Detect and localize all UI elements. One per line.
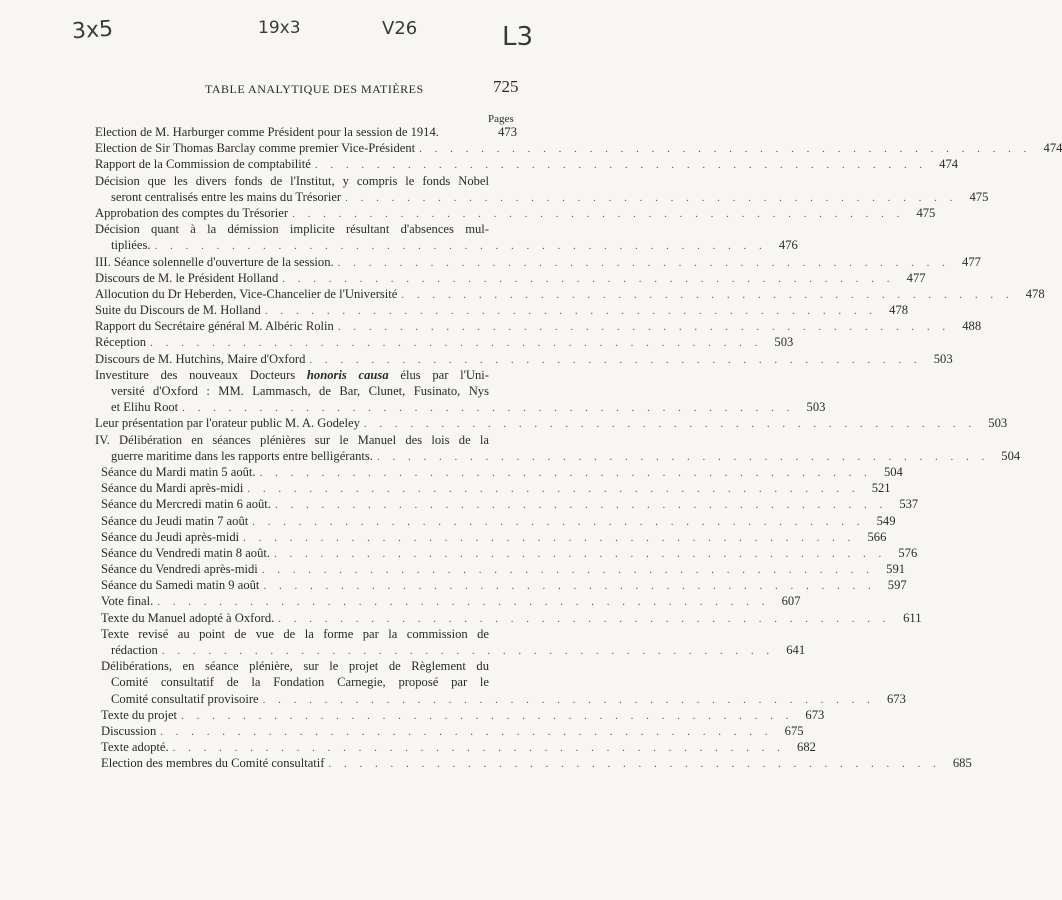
toc-entry-page: 673 <box>886 691 906 706</box>
toc-entry <box>95 691 906 707</box>
toc-entry-page: 503 <box>988 416 1008 431</box>
toc-entry <box>95 529 887 545</box>
toc-entry-text: Discours de M. Hutchins, Maire d'Oxford <box>95 351 306 366</box>
handwritten-code: L3 <box>502 22 534 52</box>
running-title: TABLE ANALYTIQUE DES MATIÈRES <box>205 82 424 96</box>
toc-entry <box>95 496 919 512</box>
toc-entry <box>95 674 517 690</box>
toc-entry-text: rédaction <box>111 643 158 657</box>
leader-dots: . . . . . . . . . . . . . . . . . . . . . . . . . . . . . . . . . . . . . . . . <box>161 645 775 657</box>
toc-entry-page: 488 <box>962 319 982 334</box>
toc-entry <box>95 448 1021 464</box>
toc-entry-text: Délibérations, en séance plénière, sur le projet de Règlement du <box>101 659 489 674</box>
leader-dots: . . . . . . . . . . . . . . . . . . . . . . . . . . . . . . . . . . . . . . . . <box>252 515 865 528</box>
toc-entry-page: 478 <box>889 303 909 318</box>
toc-entry <box>95 367 517 383</box>
toc-entry-text: Séance du Samedi matin 9 août <box>101 578 260 593</box>
leader-dots: . . . . . . . . . . . . . . . . . . . . . . . . . . . . . . . . . . . . . . . . <box>337 256 950 269</box>
toc-entry <box>95 577 907 593</box>
toc-entry-page: 476 <box>778 238 798 253</box>
toc-entry-page: 682 <box>797 740 816 755</box>
leader-dots: . . . . . . . . . . . . . . . . . . . . . . . . . . . . . . . . . . . . . . . . <box>363 418 977 431</box>
toc-entry-page: 474 <box>939 157 959 172</box>
toc-entry-page: 503 <box>933 351 953 366</box>
leader-dots: . . . . . . . . . . . . . . . . . . . . . . . . . . . . . . . . . . . . . . . . <box>160 725 773 738</box>
toc-entry-text: Texte revisé au point de vue de la forme par la commission de <box>101 626 489 641</box>
toc-entry-text: Leur présentation par l'orateur public M. A. Godeley <box>95 416 360 431</box>
leader-dots: . . . . . . . . . . . . . . . . . . . . . . . . . . . . . . . . . . . . . . . . <box>345 191 958 204</box>
leader-dots: . . . . . . . . . . . . . . . . . . . . . . . . . . . . . . . . . . . . . . . . <box>157 596 770 609</box>
toc-entry-text: Approbation des comptes du Trésorier <box>95 205 289 220</box>
leader-dots: . . . . . . . . . . . . . . . . . . . . . . . . . . . . . . . . . . . . . . . . <box>261 564 875 577</box>
toc-entry-page: 673 <box>805 707 825 722</box>
toc-entry-text: III. Séance solennelle d'ouverture de la session. <box>95 254 334 269</box>
toc-entry-page: 477 <box>906 270 926 285</box>
toc-entry-page: 478 <box>1025 286 1045 301</box>
leader-dots: . . . . . . . . . . . . . . . . . . . . . . . . . . . . . . . . . . . . . . . . <box>172 742 785 755</box>
toc-entry <box>95 254 981 270</box>
toc-entry-text: Séance du Vendredi après-midi <box>101 562 258 577</box>
toc-entry-text: Texte du Manuel adopté à Oxford. <box>101 610 275 625</box>
toc-entry <box>95 464 903 480</box>
toc-entry <box>95 399 826 415</box>
toc-entry-page: 473 <box>498 125 517 139</box>
toc-entry <box>95 545 918 561</box>
toc-entry-text: Election de Sir Thomas Barclay comme premier Vice-Président <box>95 141 416 156</box>
toc-entry <box>95 415 1008 431</box>
leader-dots: . . . . . . . . . . . . . . . . . . . . . . . . . . . . . . . . . . . . . . . . <box>419 143 1032 156</box>
toc-entry-page: 685 <box>952 756 972 771</box>
toc-entry-text: Discussion <box>101 723 157 738</box>
toc-entry <box>95 480 891 496</box>
page-number: 725 <box>493 77 519 96</box>
toc-entry <box>95 658 517 674</box>
leader-dots: . . . . . . . . . . . . . . . . . . . . . . . . . . . . . . . . . . . . . . . . <box>292 207 905 220</box>
leader-dots: . . . . . . . . . . . . . . . . . . . . . . . . . . . . . . . . . . . . . . . . <box>337 321 951 334</box>
leader-dots: . . . . . . . . . . . . . . . . . . . . . . . . . . . . . . . . . . . . . . . . <box>282 272 895 285</box>
toc-entry <box>95 318 982 334</box>
toc-entry-page: 504 <box>883 464 903 479</box>
toc-entry <box>95 755 972 771</box>
leader-dots: . . . . . . . . . . . . . . . . . . . . . . . . . . . . . . . . . . . . . . . . <box>376 450 990 463</box>
handwritten-volume: V26 <box>382 18 418 39</box>
toc-entry-text: Séance du Mercredi matin 6 août. <box>101 497 271 512</box>
toc-entry-page: 641 <box>786 643 806 657</box>
toc-entry-text: Suite du Discours de M. Holland <box>95 303 261 318</box>
table-of-contents <box>95 124 1062 772</box>
toc-entry <box>95 124 517 140</box>
toc-entry-text: Allocution du Dr Heberden, Vice-Chancelier de l'Université <box>95 286 398 301</box>
toc-entry-page: 597 <box>887 578 907 593</box>
toc-entry-text: Séance du Mardi matin 5 août. <box>101 464 256 479</box>
handwritten-year: 19x3 <box>258 18 301 38</box>
toc-entry-text: Rapport du Secrétaire général M. Albéric Rolin <box>95 319 334 334</box>
toc-entry-page: 675 <box>784 723 804 738</box>
toc-entry <box>95 189 989 205</box>
toc-entry-text: IV. Délibération en séances plénières sur le Manuel des lois de la <box>95 432 489 447</box>
toc-entry-page: 475 <box>916 205 936 220</box>
toc-entry-page: 566 <box>867 529 887 544</box>
toc-entry-text: Décision quant à la démission implicite résultant d'absences mul- <box>95 222 489 237</box>
toc-entry <box>95 351 953 367</box>
handwritten-shelf-mark: 3x5 <box>71 16 114 45</box>
leader-dots: . . . . . . . . . . . . . . . . . . . . . . . . . . . . . . . . . . . . . . . . <box>150 337 763 350</box>
toc-entry <box>95 237 798 253</box>
toc-entry <box>95 302 909 318</box>
toc-entry-page: 504 <box>1001 448 1021 463</box>
toc-entry-page: 576 <box>898 545 918 560</box>
toc-entry <box>95 626 517 642</box>
leader-dots: . . . . . . . . . . . . . . . . . . . . . . . . . . . . . . . . . . . . . . . . <box>259 466 872 479</box>
toc-entry-text: Séance du Mardi après-midi <box>101 481 244 496</box>
toc-entry-text: Séance du Jeudi matin 7 août <box>101 513 249 528</box>
toc-entry-text: et Elihu Root <box>111 400 179 415</box>
toc-entry <box>95 334 794 350</box>
toc-entry-page: 474 <box>1043 141 1062 156</box>
toc-entry-page: 475 <box>969 189 989 204</box>
leader-dots: . . . . . . . . . . . . . . . . . . . . . . . . . . . . . . . . . . . . . . . . <box>181 709 794 722</box>
toc-entry-text: Décision que les divers fonds de l'Institut, y compris le fonds Nobel <box>95 173 489 188</box>
toc-entry-text: Texte adopté. <box>101 740 169 755</box>
leader-dots: . . . . . . . . . . . . . . . . . . . . . . . . . . . . . . . . . . . . . . . . <box>247 483 860 496</box>
toc-entry <box>95 561 906 577</box>
toc-entry-text: seront centralisés entre les mains du Trésorier <box>111 189 342 204</box>
leader-dots: . . . . . . . . . . . . . . . . . . . . . . . . . . . . . . . . . . . . . . . . <box>274 499 888 512</box>
toc-entry-text: Texte du projet <box>101 707 178 722</box>
leader-dots: . . . . . . . . . . . . . . . . . . . . . . . . . . . . . . . . . . . . . . . . <box>262 693 875 706</box>
toc-entry-text: Réception <box>95 335 147 350</box>
toc-entry <box>95 707 825 723</box>
leader-dots: . . . . . . . . . . . . . . . . . . . . . . . . . . . . . . . . . . . . . . . . <box>309 353 922 366</box>
leader-dots: . . . . . . . . . . . . . . . . . . . . . . . . . . . . . . . . . . . . . . . . <box>328 758 941 771</box>
toc-entry-page: 591 <box>886 562 906 577</box>
leader-dots: . . . . . . . . . . . . . . . . . . . . . . . . . . . . . . . . . . . . . . . . <box>401 288 1014 301</box>
toc-entry-page: 503 <box>774 335 794 350</box>
leader-dots: . . . . . . . . . . . . . . . . . . . . . . . . . . . . . . . . . . . . . . . . <box>264 305 878 318</box>
toc-entry-text: tipliées. <box>111 238 151 253</box>
toc-entry <box>95 270 926 286</box>
leader-dots: . . . . . . . . . . . . . . . . . . . . . . . . . . . . . . . . . . . . . . . . <box>243 531 856 544</box>
toc-entry <box>95 173 517 189</box>
toc-entry <box>95 610 922 626</box>
toc-entry-text: Comité consultatif de la Fondation Carnegie, proposé par le <box>111 675 489 690</box>
toc-entry <box>95 593 801 609</box>
toc-entry-text: guerre maritime dans les rapports entre belligérants. <box>111 448 373 463</box>
leader-dots: . . . . . . . . . . . . . . . . . . . . . . . . . . . . . . . . . . . . . . . . <box>154 240 767 253</box>
toc-entry-text: Séance du Jeudi après-midi <box>101 529 240 544</box>
toc-entry-page: 611 <box>903 610 922 625</box>
leader-dots: . . . . . . . . . . . . . . . . . . . . . . . . . . . . . . . . . . . . . . . . <box>314 159 928 172</box>
toc-entry <box>95 432 517 448</box>
pages-column-header: Pages <box>488 113 514 125</box>
toc-entry-text: versité d'Oxford : MM. Lammasch, de Bar, Clunet, Fusinato, Nys <box>111 384 489 398</box>
toc-entry <box>95 723 804 739</box>
toc-entry <box>95 739 816 755</box>
toc-entry-text: Comité consultatif provisoire <box>111 691 259 706</box>
toc-entry <box>95 205 936 221</box>
toc-entry <box>95 513 896 529</box>
toc-entry-page: 607 <box>781 594 801 609</box>
toc-entry-text: Rapport de la Commission de comptabilité <box>95 157 311 172</box>
toc-entry-text: Séance du Vendredi matin 8 août. <box>101 545 271 560</box>
toc-entry-text: Election des membres du Comité consultatif <box>101 756 325 771</box>
toc-entry <box>95 286 1045 302</box>
toc-entry <box>95 140 1062 156</box>
toc-entry <box>95 383 517 399</box>
toc-entry-page: 549 <box>876 513 896 528</box>
toc-entry-page: 503 <box>806 400 826 415</box>
toc-entry <box>95 221 517 237</box>
toc-entry <box>95 642 806 658</box>
leader-dots: . . . . . . . . . . . . . . . . . . . . . . . . . . . . . . . . . . . . . . . . <box>278 612 891 625</box>
leader-dots: . . . . . . . . . . . . . . . . . . . . . . . . . . . . . . . . . . . . . . . . <box>274 547 887 560</box>
toc-entry-text: Investiture des nouveaux Docteurs honoris causa élus par l'Uni- <box>95 367 489 382</box>
leader-dots: . . . . . . . . . . . . . . . . . . . . . . . . . . . . . . . . . . . . . . . . <box>182 402 795 415</box>
toc-entry-text: Vote final. <box>101 594 154 609</box>
toc-entry-page: 537 <box>899 497 919 512</box>
toc-entry <box>95 156 959 172</box>
toc-entry-page: 521 <box>871 481 891 496</box>
toc-entry-text: Discours de M. le Président Holland <box>95 270 279 285</box>
toc-entry-text: Election de M. Harburger comme Président pour la session de 1914. <box>95 125 439 139</box>
toc-entry-page: 477 <box>962 254 981 269</box>
leader-dots: . . . . . . . . . . . . . . . . . . . . . . . . . . . . . . . . . . . . . . . . <box>263 580 876 593</box>
